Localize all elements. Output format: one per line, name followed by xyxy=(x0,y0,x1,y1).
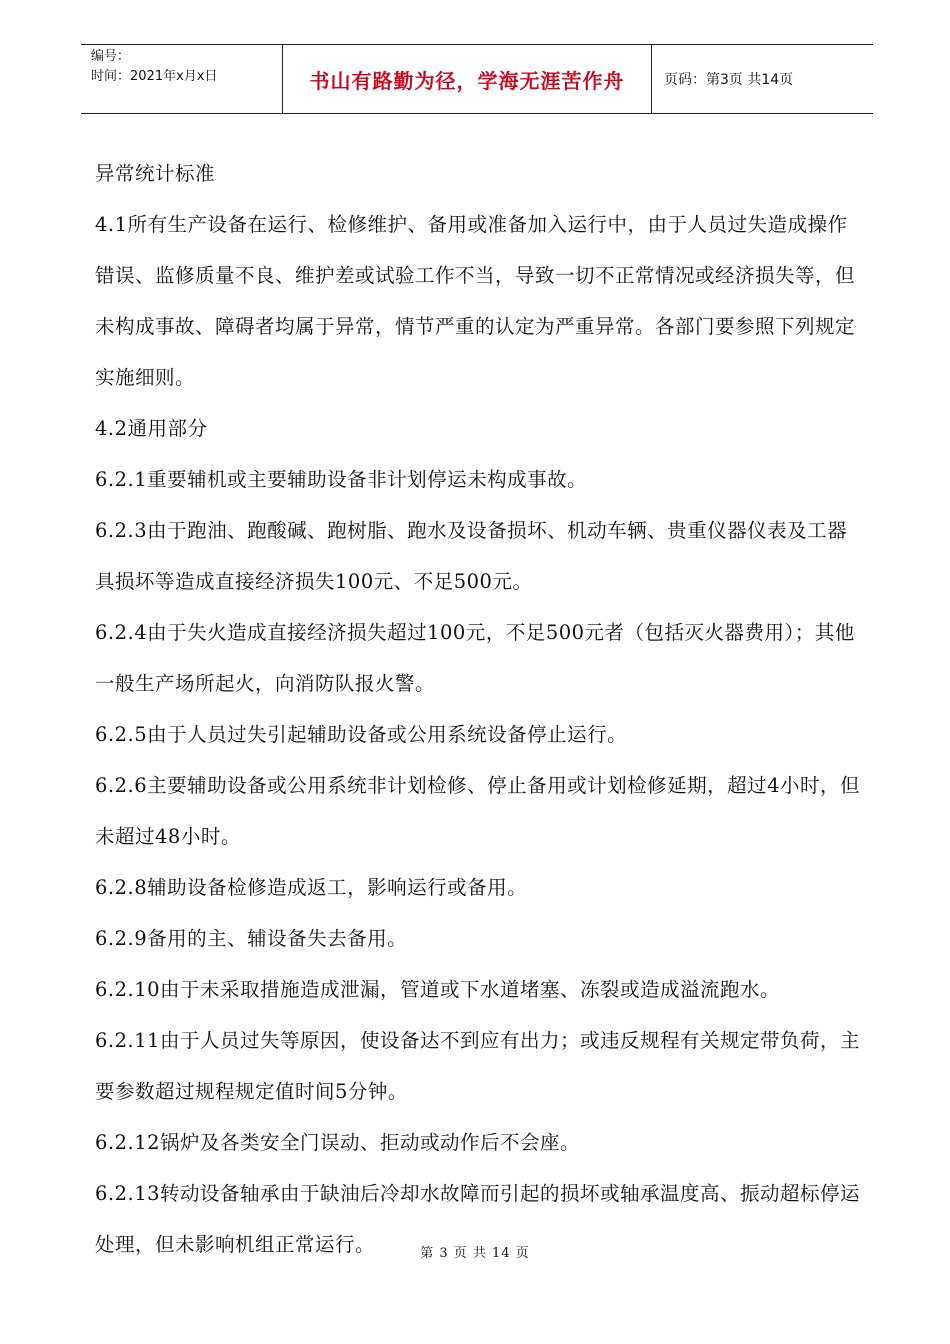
header-page-info: 页码：第3页 共14页 xyxy=(664,72,794,88)
paragraph-6-2-1: 6.2.1重要辅机或主要辅助设备非计划停运未构成事故。 xyxy=(95,468,588,491)
document-body xyxy=(95,148,865,1270)
paragraph-4-1: 4.1所有生产设备在运行、检修维护、备用或准备加入运行中，由于人员过失造成操作错误、监修质量不良、维护差或试验工作不当，导致一切不正常情况或经济损失等，但未构成事故、障碍者均属于异常，情节严重的认定为严重异常。各部门要参照下列规定实施细则。 xyxy=(95,213,856,389)
document-time-label: 时间：2021年x月x日 xyxy=(91,69,218,84)
paragraph-6-2-12: 6.2.12锅炉及各类安全门误动、拒动或动作后不会座。 xyxy=(95,1131,581,1154)
header-motto: 书山有路勤为径，学海无涯苦作舟 xyxy=(283,45,652,113)
paragraph-6-2-9: 6.2.9备用的主、辅设备失去备用。 xyxy=(95,927,408,950)
paragraph-6-2-8: 6.2.8辅助设备检修造成返工，影响运行或备用。 xyxy=(95,876,528,899)
paragraph-6-2-10: 6.2.10由于未采取措施造成泄漏，管道或下水道堵塞、冻裂或造成溢流跑水。 xyxy=(95,978,781,1001)
paragraph-6-2-3: 6.2.3由于跑油、跑酸碱、跑树脂、跑水及设备损坏、机动车辆、贵重仪器仪表及工器具损坏等造成直接经济损失100元、不足500元。 xyxy=(95,519,848,593)
paragraph-6-2-13: 6.2.13转动设备轴承由于缺油后冷却水故障而引起的损坏或轴承温度高、振动超标停运处理，但未影响机组正常运行。 xyxy=(95,1182,861,1256)
page-footer: 第 3 页 共 14 页 xyxy=(420,1246,530,1261)
paragraph-6-2-6: 6.2.6主要辅助设备或公用系统非计划检修、停止备用或计划检修延期，超过4小时，但未超过48小时。 xyxy=(95,774,861,848)
document-number-label: 编号： xyxy=(91,49,131,64)
section-title: 异常统计标准 xyxy=(95,162,216,185)
page-header xyxy=(81,44,873,114)
paragraph-6-2-11: 6.2.11由于人员过失等原因，使设备达不到应有出力；或违反规程有关规定带负荷，主要参数超过规程规定值时间5分钟。 xyxy=(95,1029,861,1103)
header-meta xyxy=(81,45,283,113)
paragraph-4-2: 4.2通用部分 xyxy=(95,417,208,440)
paragraph-6-2-4: 6.2.4由于失火造成直接经济损失超过100元，不足500元者（包括灭火器费用）；其他一般生产场所起火，向消防队报火警。 xyxy=(95,621,855,695)
paragraph-6-2-5: 6.2.5由于人员过失引起辅助设备或公用系统设备停止运行。 xyxy=(95,723,628,746)
